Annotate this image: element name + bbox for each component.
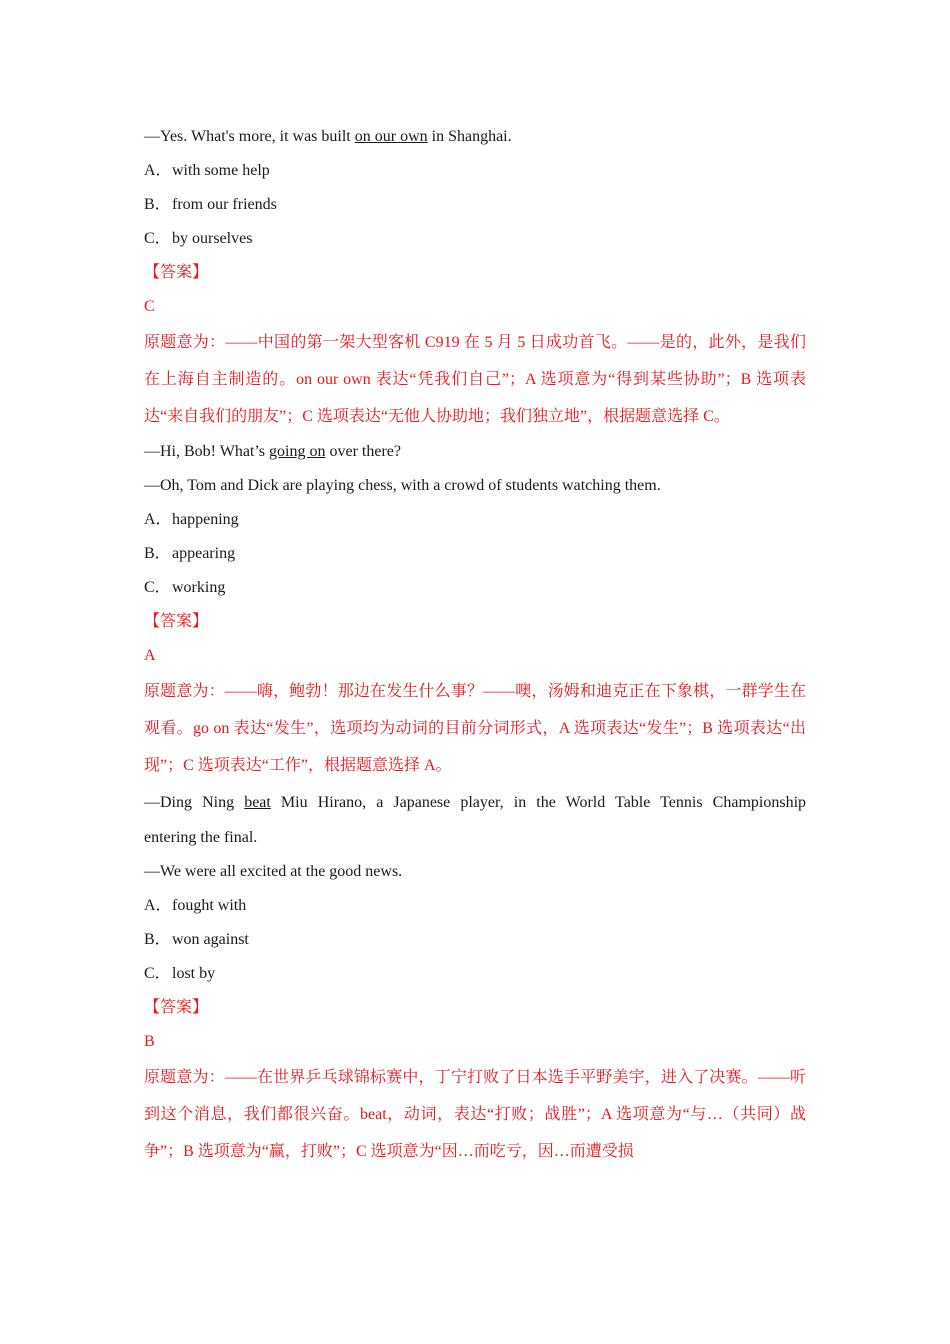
- q3-line2: —We were all excited at the good news.: [144, 863, 403, 880]
- option-letter: A．: [144, 897, 172, 914]
- q1-option-b: [144, 188, 806, 222]
- q2-line1-pre: —Hi, Bob! What’s: [144, 443, 270, 460]
- q1-reply-line: [144, 120, 806, 154]
- option-text: fought with: [172, 897, 247, 914]
- q2-option-c: [144, 571, 806, 605]
- option-letter: C．: [144, 230, 171, 247]
- q3-line1-pre: —Ding Ning: [144, 794, 245, 811]
- q3-line1-cont: entering the final.: [144, 829, 258, 846]
- q3-answer: B: [144, 1033, 155, 1050]
- option-text: appearing: [172, 545, 236, 562]
- q2-line1: [144, 435, 806, 469]
- option-text: from our friends: [172, 196, 277, 213]
- option-letter: B．: [144, 931, 171, 948]
- q2-underlined-phrase: going on: [269, 443, 326, 460]
- q1-option-c: [144, 222, 806, 256]
- q3-option-c: [144, 957, 806, 991]
- option-text: with some help: [172, 162, 270, 179]
- option-letter: C．: [144, 965, 171, 982]
- q3-answer-tag: 【答案】: [144, 999, 209, 1016]
- q2-line2: —Oh, Tom and Dick are playing chess, with a crowd of students watching them.: [144, 477, 661, 494]
- document-page: [144, 120, 806, 1170]
- option-text: happening: [172, 511, 239, 528]
- option-text: by ourselves: [172, 230, 253, 247]
- option-text: working: [172, 579, 226, 596]
- q1-answer: C: [144, 298, 155, 315]
- q2-option-a: [144, 503, 806, 537]
- q2-line1-post: over there?: [325, 443, 401, 460]
- q2-answer-tag: 【答案】: [144, 613, 209, 630]
- q1-underlined-phrase: on our own: [354, 128, 428, 145]
- q2-explanation: 原题意为：——嗨，鲍勃！那边在发生什么事？——噢，汤姆和迪克正在下象棋，一群学生在观看。go on 表达“发生”，选项均为动词的目前分词形式，A 选项表达“发生”；B 选项表达“出现”；C 选项表达“工作”，根据题意选择 A。: [144, 683, 806, 774]
- option-letter: C．: [144, 579, 171, 596]
- q3-line1: [144, 784, 806, 821]
- option-text: won against: [172, 931, 249, 948]
- q3-explanation: 原题意为：——在世界乒乓球锦标赛中，丁宁打败了日本选手平野美宇，进入了决赛。——听到这个消息，我们都很兴奋。beat，动词，表达“打败；战胜”；A 选项意为“与…（共同）战争”；B 选项意为“赢，打败”；C 选项意为“因…而吃亏，因…而遭受损: [144, 1069, 806, 1160]
- q2-answer: A: [144, 647, 156, 664]
- q3-line1-post: Miu Hirano, a Japanese player, in the World Table Tennis Championship: [270, 794, 807, 811]
- q3-option-a: [144, 889, 806, 923]
- q3-option-b: [144, 923, 806, 957]
- q1-reply-post: in Shanghai.: [427, 128, 512, 145]
- option-letter: B．: [144, 545, 171, 562]
- q2-option-b: [144, 537, 806, 571]
- option-letter: A．: [144, 162, 172, 179]
- q1-explanation: 原题意为：——中国的第一架大型客机 C919 在 5 月 5 日成功首飞。——是的，此外，是我们在上海自主制造的。on our own 表达“凭我们自己”；A 选项意为“得到某些协助”；B 选项表达“来自我们的朋友”；C 选项表达“无他人协助地；我们独立地”，根据题意选择 C。: [144, 334, 806, 425]
- option-text: lost by: [172, 965, 216, 982]
- option-letter: B．: [144, 196, 171, 213]
- q3-underlined-word: beat: [244, 794, 271, 811]
- q1-answer-tag: 【答案】: [144, 264, 209, 281]
- q1-reply-pre: —Yes. What's more, it was built: [144, 128, 355, 145]
- option-letter: A．: [144, 511, 172, 528]
- q1-option-a: [144, 154, 806, 188]
